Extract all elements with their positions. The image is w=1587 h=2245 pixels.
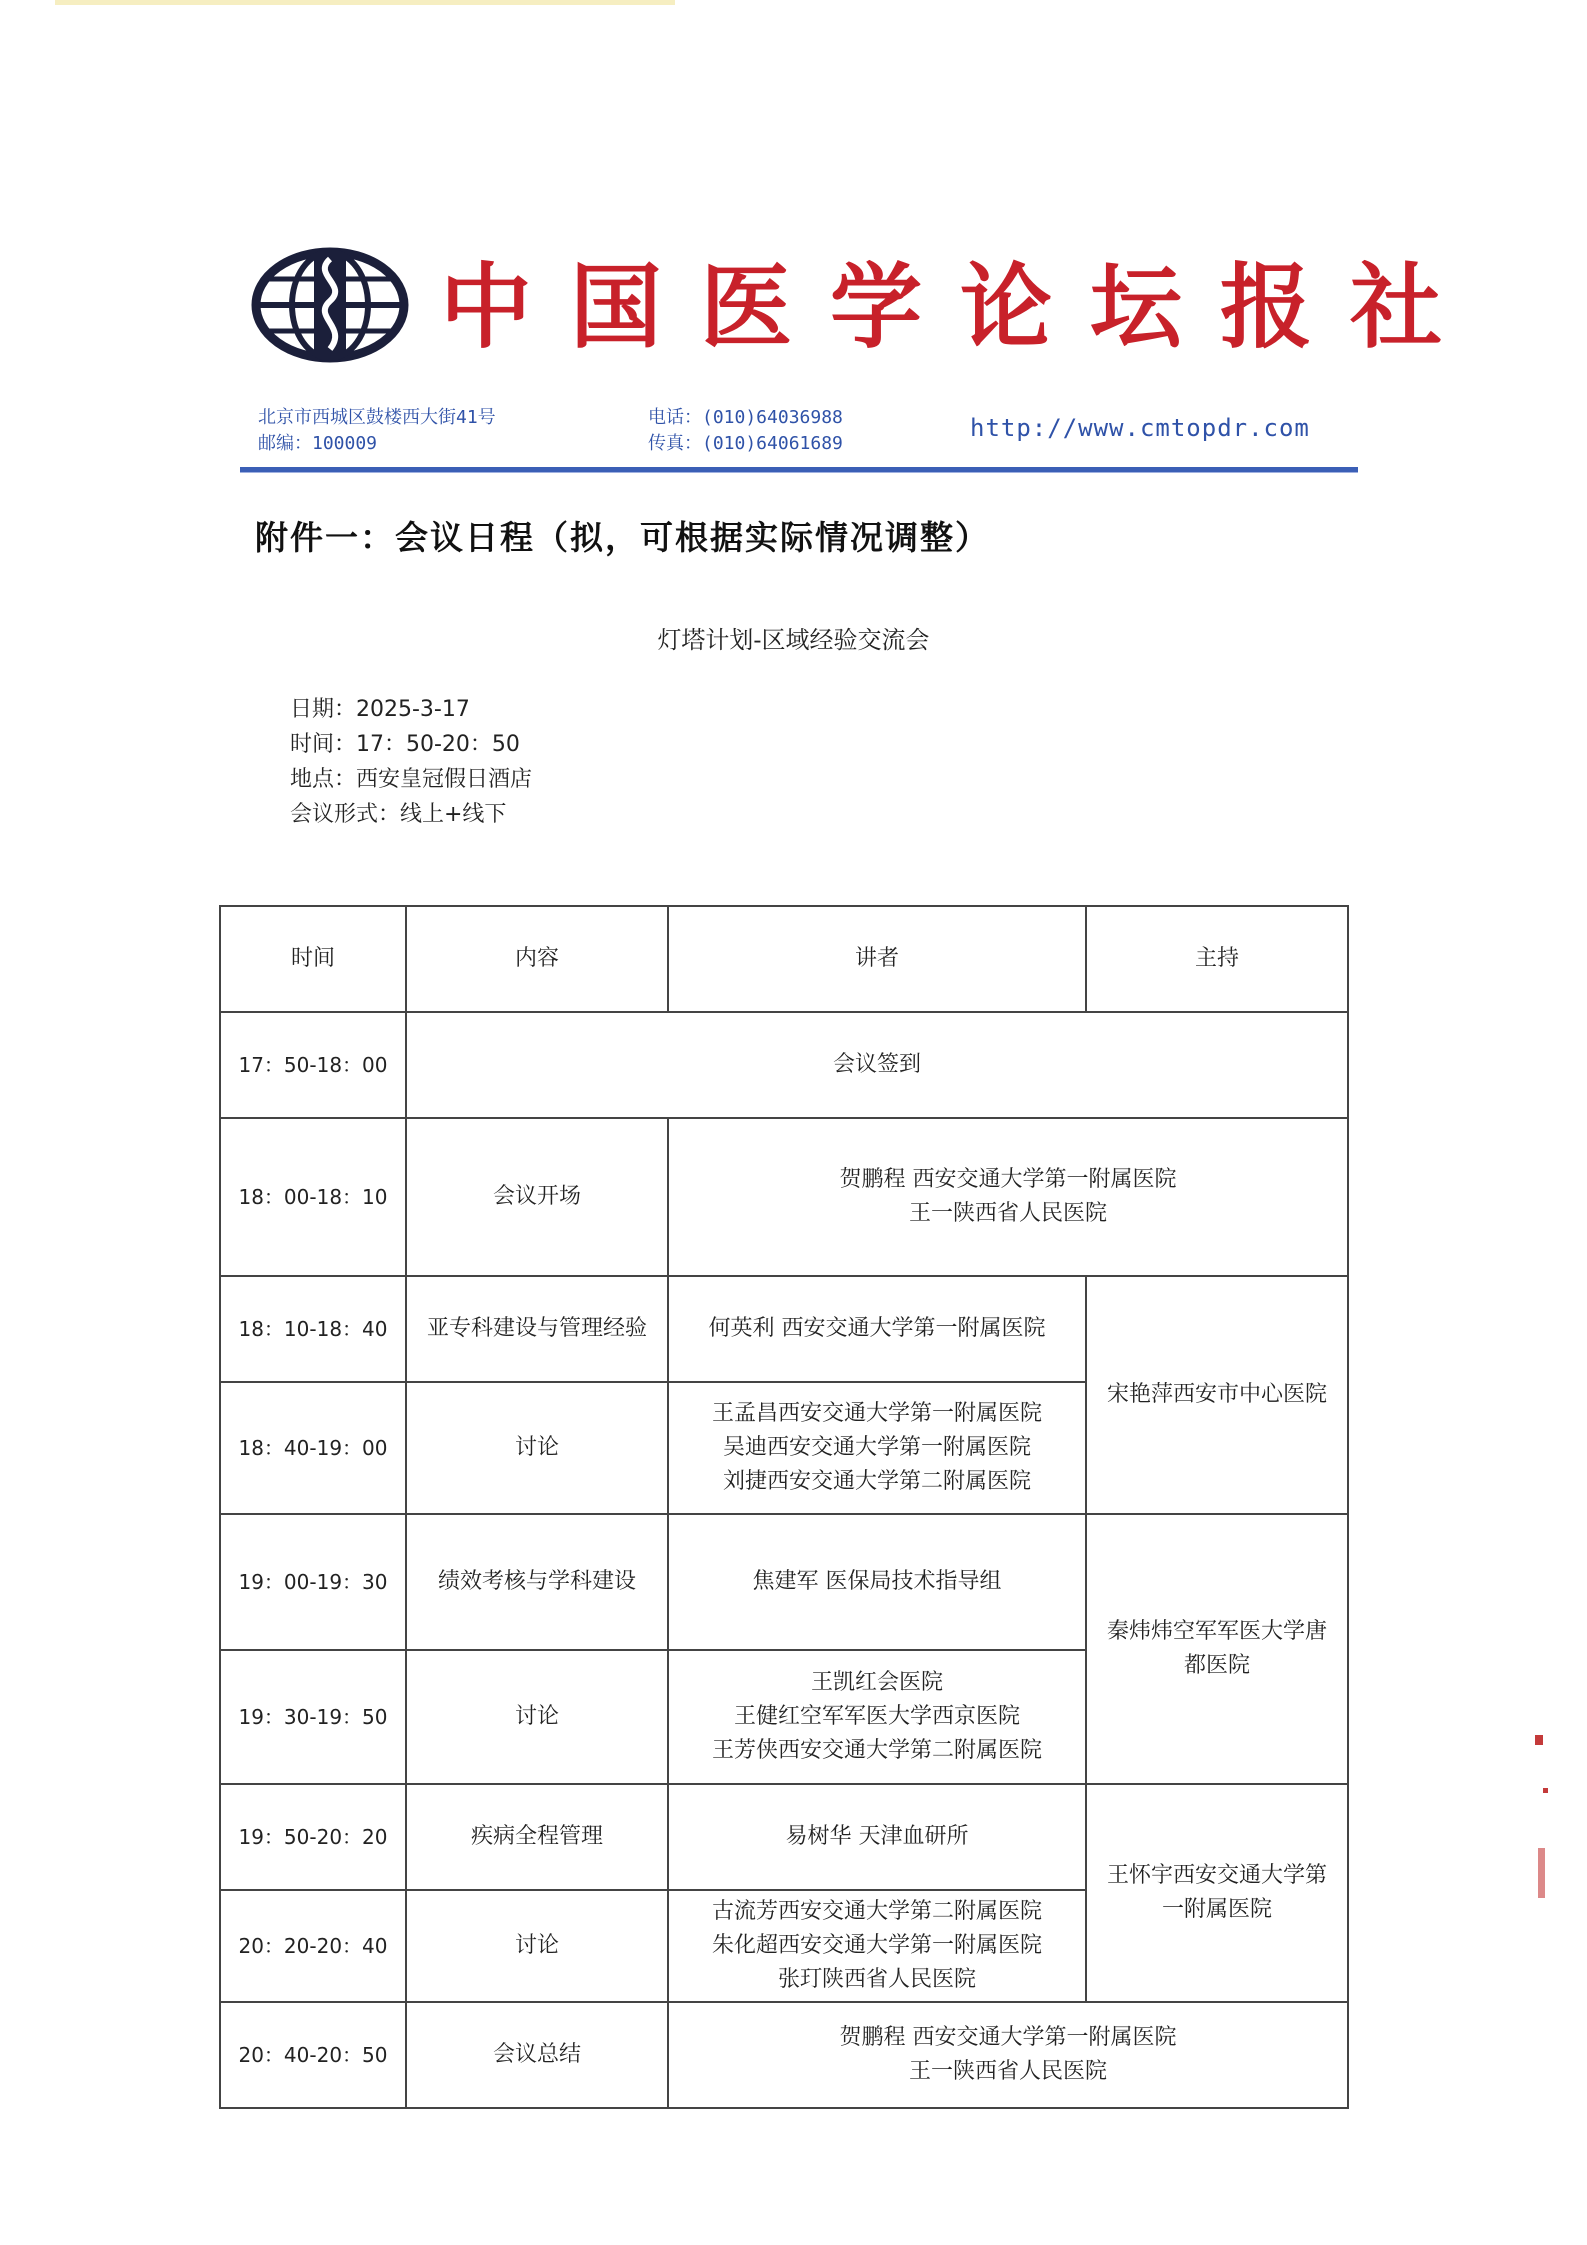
speaker-line: 何英利 西安交通大学第一附属医院 [708, 1316, 1046, 1341]
fax-text: 传真：(010)64061689 [648, 433, 843, 454]
time-cell: 18：40-19：00 [220, 1382, 406, 1514]
info-date: 日期：2025-3-17 [290, 697, 470, 722]
address-text: 北京市西城区鼓楼西大街41号 [258, 407, 496, 428]
attachment-title: 附件一：会议日程（拟，可根据实际情况调整） [255, 518, 990, 557]
table-header-row [220, 906, 1348, 1012]
speaker-cell [668, 1784, 1086, 1890]
speaker-cell [668, 1514, 1086, 1650]
phone-text: 电话：(010)64036988 [648, 407, 843, 428]
speaker-line: 王孟昌西安交通大学第一附属医院 [711, 1401, 1042, 1426]
speaker-cell [668, 1382, 1086, 1514]
content-cell: 讨论 [406, 1890, 668, 2002]
postcode-text: 邮编：100009 [258, 433, 378, 454]
speaker-line: 贺鹏程 西安交通大学第一附属医院 [839, 1167, 1177, 1192]
time-cell: 18：00-18：10 [220, 1118, 406, 1276]
speaker-cell [668, 1276, 1086, 1382]
time-cell: 19：50-20：20 [220, 1784, 406, 1890]
speaker-line: 吴迪西安交通大学第一附属医院 [722, 1435, 1031, 1460]
time-cell: 17：50-18：00 [220, 1012, 406, 1118]
speaker-line: 王一陕西省人民医院 [908, 1201, 1107, 1226]
host-cell: 王怀宇西安交通大学第一附属医院 [1086, 1784, 1348, 2002]
speaker-line: 易树华 天津血研所 [785, 1824, 969, 1849]
contact-address [258, 405, 496, 457]
seal-fragment [1543, 1788, 1548, 1793]
table-row [220, 1276, 1348, 1382]
info-time: 时间：17：50-20：50 [290, 732, 520, 757]
content-cell: 疾病全程管理 [406, 1784, 668, 1890]
time-cell: 19：00-19：30 [220, 1514, 406, 1650]
speaker-cell [668, 1890, 1086, 2002]
speaker-line: 古流芳西安交通大学第二附属医院 [711, 1899, 1042, 1924]
scan-stain [55, 0, 675, 5]
info-venue: 地点：西安皇冠假日酒店 [290, 767, 533, 792]
seal-fragment [1535, 1735, 1543, 1745]
time-cell: 18：10-18：40 [220, 1276, 406, 1382]
letterhead [240, 225, 1481, 485]
speaker-line: 王健红空军军医大学西京医院 [733, 1704, 1020, 1729]
speaker-line: 贺鹏程 西安交通大学第一附属医院 [839, 2025, 1177, 2050]
content-cell: 讨论 [406, 1382, 668, 1514]
table-row [220, 1012, 1348, 1118]
content-cell: 亚专科建设与管理经验 [406, 1276, 668, 1382]
speaker-line: 朱化超西安交通大学第一附属医院 [711, 1933, 1042, 1958]
seal-fragment [1538, 1848, 1545, 1898]
time-cell: 20：20-20：40 [220, 1890, 406, 2002]
time-cell: 20：40-20：50 [220, 2002, 406, 2108]
content-cell: 绩效考核与学科建设 [406, 1514, 668, 1650]
speaker-line: 刘捷西安交通大学第二附属医院 [722, 1469, 1031, 1494]
info-format: 会议形式：线上+线下 [290, 802, 507, 827]
contact-phone [648, 405, 843, 457]
header-content: 内容 [406, 906, 668, 1012]
host-cell: 宋艳萍西安市中心医院 [1086, 1276, 1348, 1514]
content-cell: 讨论 [406, 1650, 668, 1784]
globe-logo-icon [248, 245, 413, 365]
meeting-title: 灯塔计划-区域经验交流会 [657, 626, 930, 654]
meeting-info [290, 692, 532, 832]
table-row [220, 1784, 1348, 1890]
speaker-cell [668, 2002, 1348, 2108]
header-divider [240, 467, 1358, 473]
speaker-line: 王凯红会医院 [810, 1670, 943, 1695]
speaker-cell [668, 1650, 1086, 1784]
speaker-line: 王一陕西省人民医院 [908, 2059, 1107, 2084]
host-cell: 秦炜炜空军军医大学唐都医院 [1086, 1514, 1348, 1784]
content-cell: 会议总结 [406, 2002, 668, 2108]
header-host: 主持 [1086, 906, 1348, 1012]
speaker-cell [668, 1118, 1348, 1276]
header-speaker: 讲者 [668, 906, 1086, 1012]
content-cell: 会议签到 [406, 1012, 1348, 1118]
speaker-line: 张玎陕西省人民医院 [777, 1967, 976, 1992]
content-cell: 会议开场 [406, 1118, 668, 1276]
table-row [220, 1118, 1348, 1276]
table-row [220, 1514, 1348, 1650]
time-cell: 19：30-19：50 [220, 1650, 406, 1784]
header-time: 时间 [220, 906, 406, 1012]
organization-name: 中国医学论坛报社 [440, 253, 1481, 361]
speaker-line: 王芳侠西安交通大学第二附属医院 [711, 1738, 1042, 1763]
website-link[interactable]: http://www.cmtopdr.com [970, 414, 1310, 442]
speaker-line: 焦建军 医保局技术指导组 [752, 1569, 1002, 1594]
table-row [220, 2002, 1348, 2108]
schedule-table [219, 905, 1349, 2109]
